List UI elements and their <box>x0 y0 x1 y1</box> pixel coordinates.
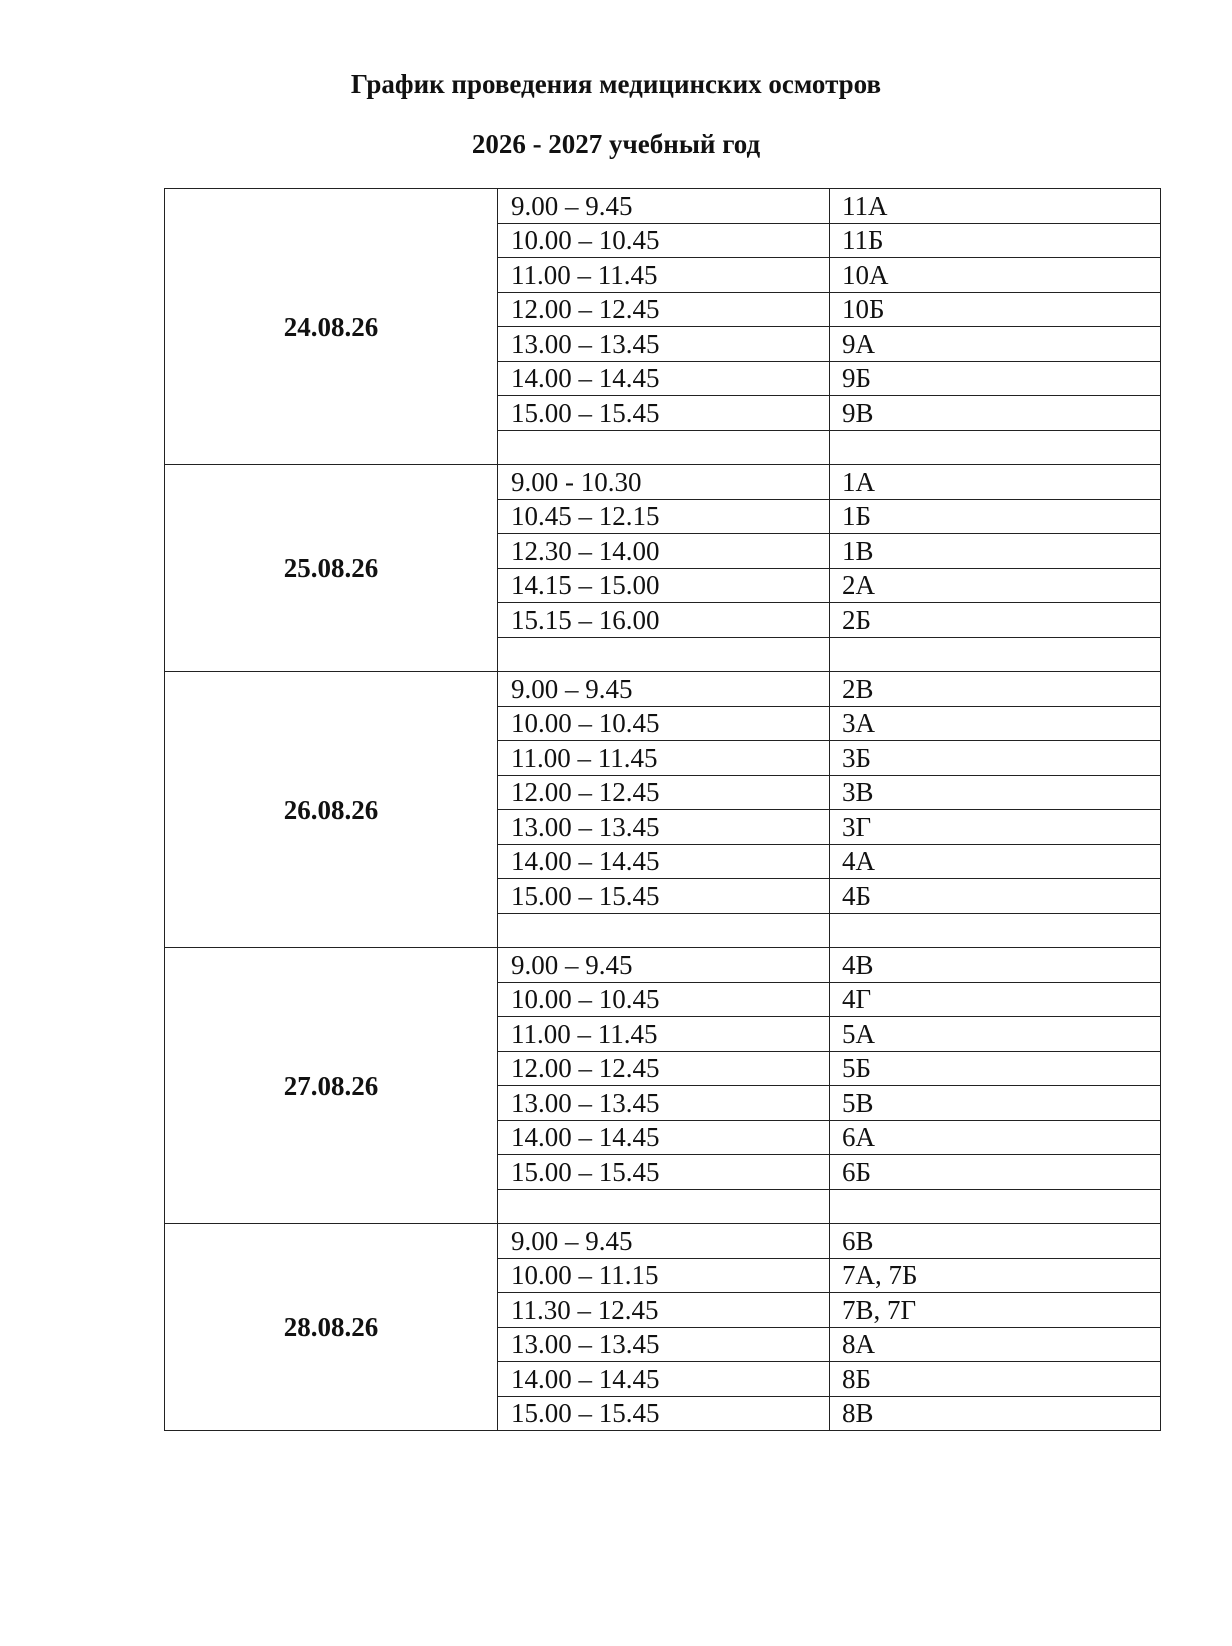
class-cell: 6Б <box>830 1155 1161 1190</box>
time-slot-cell: 9.00 – 9.45 <box>498 672 830 707</box>
class-cell: 9Б <box>830 361 1161 396</box>
class-cell: 11Б <box>830 223 1161 258</box>
time-slot-cell: 15.00 – 15.45 <box>498 396 830 431</box>
table-row <box>165 189 1161 224</box>
time-slot-cell: 9.00 - 10.30 <box>498 465 830 500</box>
time-slot-cell: 11.00 – 11.45 <box>498 258 830 293</box>
time-slot-cell: 12.00 – 12.45 <box>498 1051 830 1086</box>
class-cell <box>830 913 1161 948</box>
exam-schedule-table <box>164 188 1161 1431</box>
time-slot-cell: 10.00 – 10.45 <box>498 706 830 741</box>
class-cell: 1Б <box>830 499 1161 534</box>
time-slot-cell <box>498 1189 830 1224</box>
time-slot-cell: 15.00 – 15.45 <box>498 1396 830 1431</box>
table-row <box>165 672 1161 707</box>
time-slot-cell: 15.15 – 16.00 <box>498 603 830 638</box>
time-slot-cell <box>498 913 830 948</box>
table-row <box>165 1224 1161 1259</box>
time-slot-cell: 14.00 – 14.45 <box>498 361 830 396</box>
date-cell: 25.08.26 <box>165 465 498 672</box>
class-cell: 5В <box>830 1086 1161 1121</box>
time-slot-cell <box>498 430 830 465</box>
class-cell <box>830 430 1161 465</box>
class-cell: 3Б <box>830 741 1161 776</box>
time-slot-cell: 10.45 – 12.15 <box>498 499 830 534</box>
time-slot-cell <box>498 637 830 672</box>
class-cell: 1А <box>830 465 1161 500</box>
class-cell: 5Б <box>830 1051 1161 1086</box>
time-slot-cell: 15.00 – 15.45 <box>498 1155 830 1190</box>
time-slot-cell: 10.00 – 11.15 <box>498 1258 830 1293</box>
table-row <box>165 948 1161 983</box>
class-cell: 9В <box>830 396 1161 431</box>
class-cell: 10А <box>830 258 1161 293</box>
class-cell: 2А <box>830 568 1161 603</box>
time-slot-cell: 9.00 – 9.45 <box>498 1224 830 1259</box>
time-slot-cell: 10.00 – 10.45 <box>498 982 830 1017</box>
time-slot-cell: 9.00 – 9.45 <box>498 948 830 983</box>
time-slot-cell: 15.00 – 15.45 <box>498 879 830 914</box>
time-slot-cell: 14.00 – 14.45 <box>498 844 830 879</box>
class-cell: 7В, 7Г <box>830 1293 1161 1328</box>
time-slot-cell: 9.00 – 9.45 <box>498 189 830 224</box>
class-cell: 2Б <box>830 603 1161 638</box>
class-cell: 4Б <box>830 879 1161 914</box>
class-cell: 5А <box>830 1017 1161 1052</box>
time-slot-cell: 13.00 – 13.45 <box>498 1327 830 1362</box>
schedule-body <box>165 189 1161 1431</box>
class-cell: 10Б <box>830 292 1161 327</box>
class-cell: 3А <box>830 706 1161 741</box>
class-cell: 4В <box>830 948 1161 983</box>
time-slot-cell: 14.00 – 14.45 <box>498 1120 830 1155</box>
class-cell: 1В <box>830 534 1161 569</box>
class-cell <box>830 1189 1161 1224</box>
time-slot-cell: 14.00 – 14.45 <box>498 1362 830 1397</box>
time-slot-cell: 11.30 – 12.45 <box>498 1293 830 1328</box>
class-cell: 2В <box>830 672 1161 707</box>
class-cell: 8Б <box>830 1362 1161 1397</box>
date-cell: 28.08.26 <box>165 1224 498 1431</box>
date-cell: 27.08.26 <box>165 948 498 1224</box>
time-slot-cell: 11.00 – 11.45 <box>498 1017 830 1052</box>
time-slot-cell: 12.30 – 14.00 <box>498 534 830 569</box>
class-cell: 3Г <box>830 810 1161 845</box>
class-cell: 7А, 7Б <box>830 1258 1161 1293</box>
time-slot-cell: 13.00 – 13.45 <box>498 1086 830 1121</box>
class-cell: 9А <box>830 327 1161 362</box>
class-cell: 6В <box>830 1224 1161 1259</box>
table-row <box>165 465 1161 500</box>
class-cell: 8А <box>830 1327 1161 1362</box>
class-cell: 3В <box>830 775 1161 810</box>
class-cell: 8В <box>830 1396 1161 1431</box>
class-cell: 4Г <box>830 982 1161 1017</box>
time-slot-cell: 12.00 – 12.45 <box>498 292 830 327</box>
class-cell: 4А <box>830 844 1161 879</box>
time-slot-cell: 12.00 – 12.45 <box>498 775 830 810</box>
class-cell: 6А <box>830 1120 1161 1155</box>
time-slot-cell: 10.00 – 10.45 <box>498 223 830 258</box>
school-year-subtitle: 2026 - 2027 учебный год <box>471 129 761 159</box>
date-cell: 24.08.26 <box>165 189 498 465</box>
document-title: График проведения медицинских осмотров <box>350 69 882 99</box>
time-slot-cell: 11.00 – 11.45 <box>498 741 830 776</box>
time-slot-cell: 13.00 – 13.45 <box>498 327 830 362</box>
class-cell: 11А <box>830 189 1161 224</box>
time-slot-cell: 14.15 – 15.00 <box>498 568 830 603</box>
date-cell: 26.08.26 <box>165 672 498 948</box>
time-slot-cell: 13.00 – 13.45 <box>498 810 830 845</box>
class-cell <box>830 637 1161 672</box>
